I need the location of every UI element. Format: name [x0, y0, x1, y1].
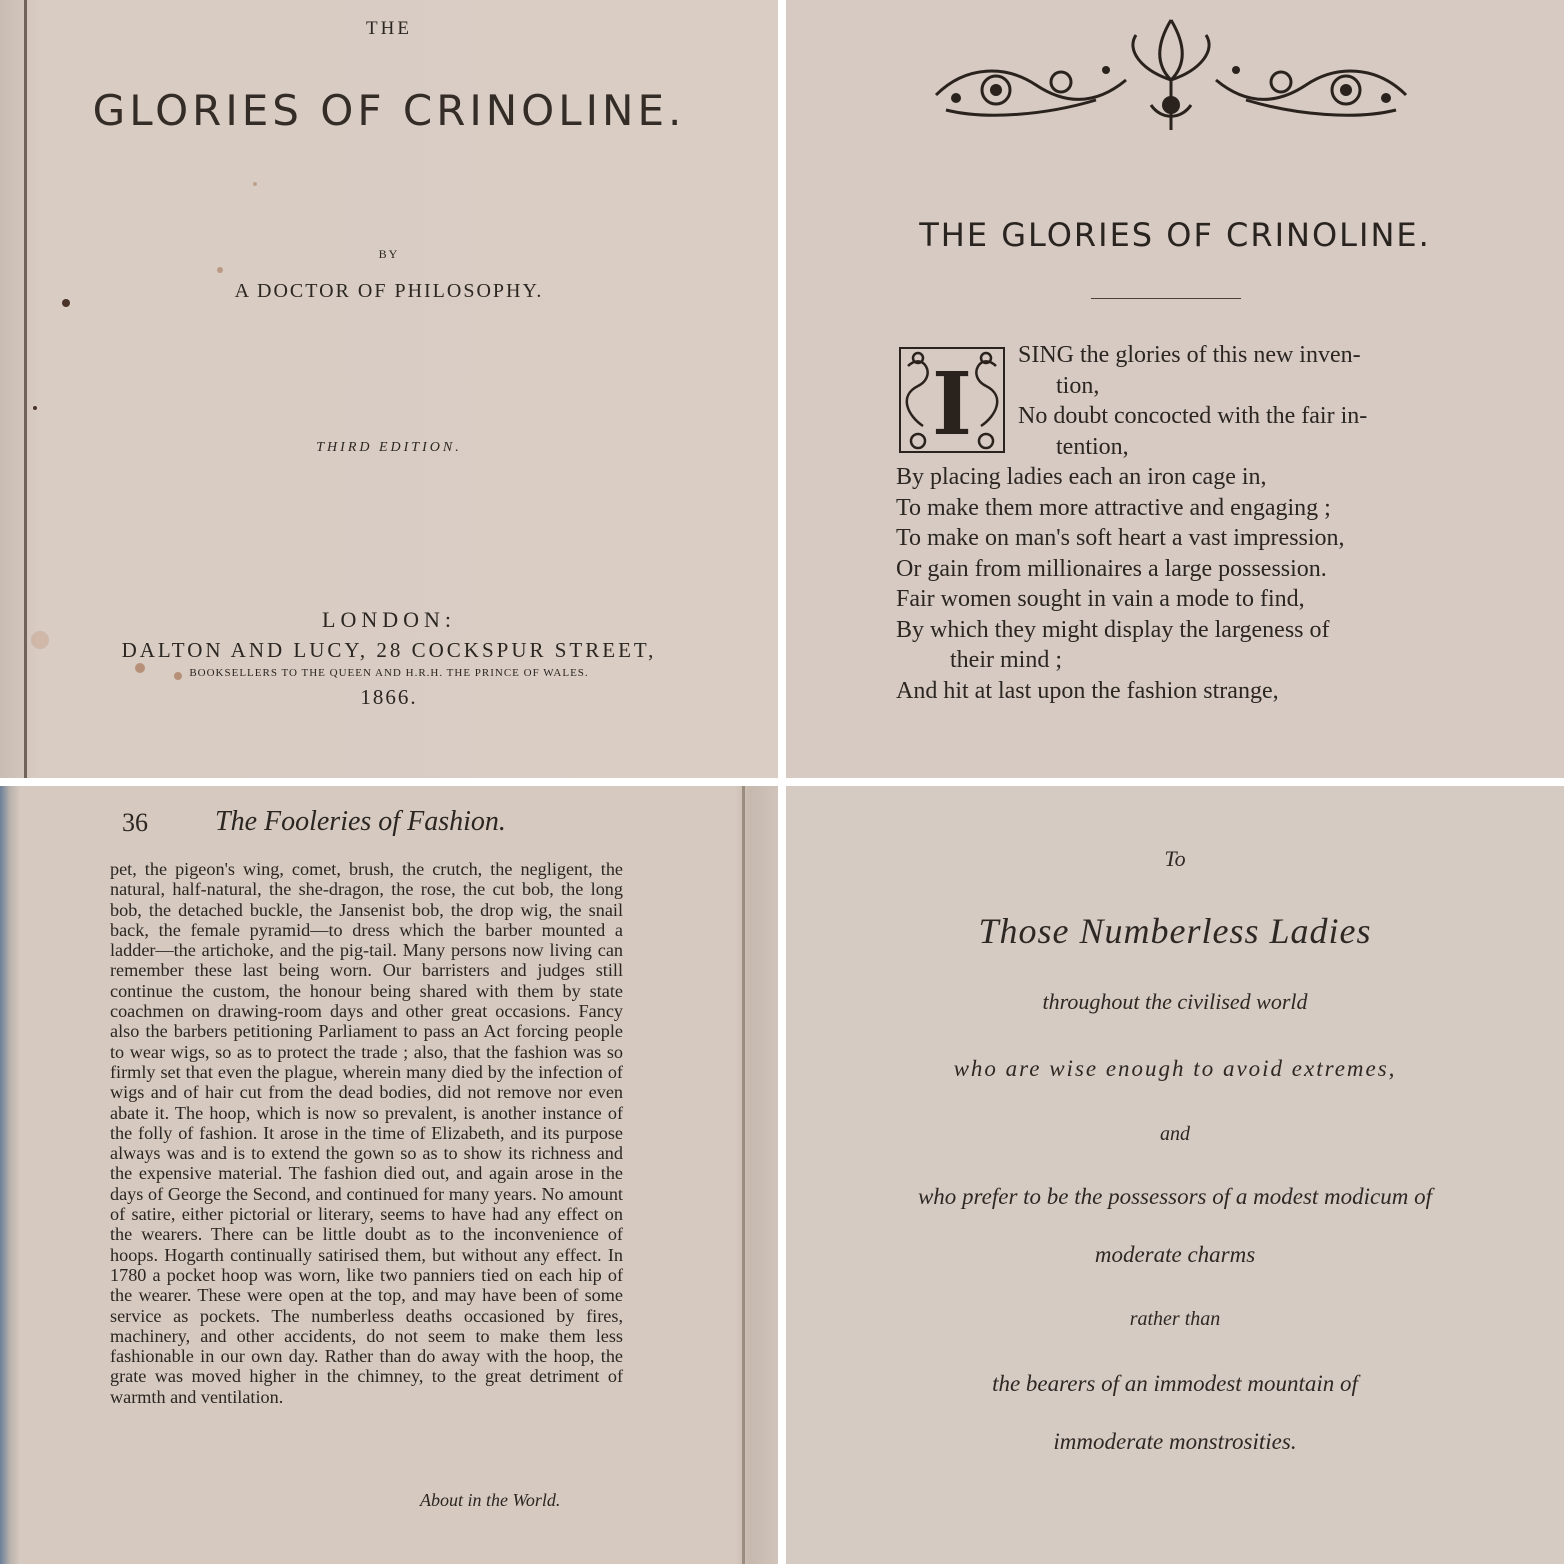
- dedication-charms: moderate charms: [1094, 1242, 1256, 1267]
- author: A DOCTOR OF PHILOSOPHY.: [234, 280, 544, 302]
- poem-page-panel: [786, 0, 1564, 778]
- publisher: DALTON AND LUCY, 28 COCKSPUR STREET,: [121, 638, 657, 662]
- dedication-to: To: [1164, 846, 1186, 871]
- poem-line: By placing ladies each an iron cage in,: [896, 464, 1267, 490]
- poem-line: Or gain from millionaires a large possession.: [896, 555, 1327, 582]
- page-fold: [742, 786, 745, 1564]
- dedication-and: and: [1160, 1123, 1190, 1145]
- foxing-spots: [0, 0, 778, 778]
- floral-headpiece-ornament: [926, 10, 1416, 135]
- dedication-wise: who are wise enough to avoid extremes,: [953, 1056, 1397, 1081]
- title-page-panel: [0, 0, 778, 778]
- page-number: 36: [122, 808, 148, 837]
- poem-line: Fair women sought in vain a mode to find,: [896, 586, 1305, 612]
- title-the: THE: [366, 18, 412, 39]
- poem-line: To make them more attractive and engaging ;: [896, 494, 1331, 521]
- publication-year: 1866.: [360, 685, 418, 709]
- title-rule: [1091, 298, 1241, 299]
- poem-line: SING the glories of this new inven-: [1018, 342, 1361, 368]
- poem-line: To make on man's soft heart a vast impression,: [896, 525, 1345, 551]
- title-by: BY: [378, 247, 400, 261]
- poem-line: And hit at last upon the fashion strange,: [896, 677, 1279, 704]
- dedication-monstrosities: immoderate monstrosities.: [1053, 1429, 1297, 1454]
- dedication-prefer: who prefer to be the possessors of a modest modicum of: [917, 1184, 1433, 1209]
- dedication-world: throughout the civilised world: [1042, 989, 1308, 1014]
- poem-line: tention,: [1056, 433, 1129, 460]
- dedication-ladies: Those Numberless Ladies: [978, 911, 1372, 951]
- poem-line: their mind ;: [950, 647, 1062, 673]
- poem-line: By which they might display the largeness of: [896, 616, 1330, 643]
- book-title: GLORIES OF CRINOLINE.: [92, 86, 686, 135]
- dedication-page-panel: [786, 786, 1564, 1564]
- prose-body: pet, the pigeon's wing, comet, brush, the crutch, the negligent, the natural, half-natural, the she-dragon, the rose, the cut bob, the long bob, the detached buckle, the Jansenist bob, the drop wig, the snail back, the female pyramid—to dress which the barber mounted a ladder—the artichoke, and the pig-tail. Many persons now living can remember these last being worn. Our barristers and judges still continue the custom, the honour being shared with them by state coachmen on drawing-room days and other great occasions. Fancy also the barbers petitioning Parliament to pass an Act forcing people to wear wigs, so as to protect the trade ; also, that the fashion was so firmly set that even the plague, wherein many died by the infection of wigs and of hair cut from the dead bodies, did not remove nor even abate it. The hoop, which is now so prevalent, is another instance of the folly of fashion. It arose in the time of Elizabeth, and its purpose always was and is to extend the gown so as to show its richness and the expensive material. The fashion died out, and again arose in the days of George the Second, and continued for many years. No amount of satire, either pictorial or literary, seems to have had any effect on the wearers. There can be little doubt as to the inconvenience of hoops. Hogarth continually satirised them, but without any effect. In 1780 a pocket hoop was worn, like two panniers tied on each hip of the wearer. These were open at the top, and may have been of some service as pockets. The numberless deaths occasioned by fires, machinery, and other accidents, do not seem to make them less fashionable in our own day. Rather than do away with the hoop, the grate was moved higher in the chimney, to the great detriment of warmth and ventilation.: [110, 859, 623, 1407]
- poem-line: No doubt concocted with the fair in-: [1018, 403, 1368, 429]
- edition: THIRD EDITION.: [316, 440, 462, 455]
- drop-cap-letter: I: [931, 354, 973, 454]
- poem-title: THE GLORIES OF CRINOLINE.: [919, 216, 1431, 254]
- attribution: About in the World.: [420, 1490, 561, 1510]
- running-head: The Fooleries of Fashion.: [215, 806, 506, 837]
- dedication-bearers: the bearers of an immodest mountain of: [992, 1371, 1358, 1396]
- dedication-rather: rather than: [1129, 1308, 1221, 1330]
- poem-line: tion,: [1056, 372, 1100, 399]
- prose-page-panel: [0, 786, 778, 1564]
- city: LONDON:: [322, 607, 456, 632]
- booksellers-note: BOOKSELLERS TO THE QUEEN AND H.R.H. THE PRINCE OF WALES.: [189, 667, 589, 679]
- poem-text: [896, 340, 1456, 706]
